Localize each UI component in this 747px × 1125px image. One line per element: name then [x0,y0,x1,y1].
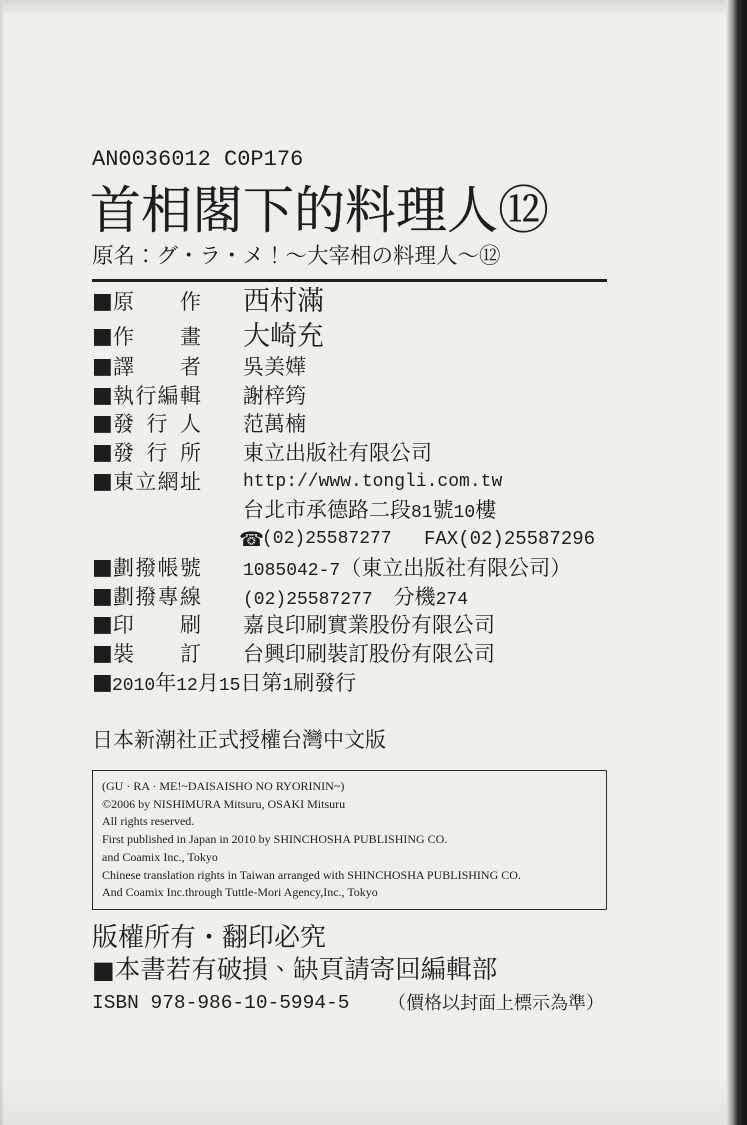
damage-notice-line [92,956,497,984]
bullet-square: ■ [92,583,113,609]
label-character: 東 [113,469,134,494]
bullet-square: ■ [92,324,113,349]
label-character: 譯 [113,355,134,379]
rights-line: ©2006 by NISHIMURA Mitsuru, OSAKI Mitsuru [102,796,346,811]
phone-number: (02)25587277 [262,529,392,550]
label-character: 線 [179,584,201,609]
credit-value: 東立出版社有限公司 [243,441,432,466]
credit-row-publishing-house [92,439,607,468]
label-character: 行 [146,441,168,466]
credit-value: 1085042-7（東立出版社有限公司） [243,555,572,581]
credit-value: (02)25587277 分機274 [243,584,469,610]
page-edge-shadow [726,0,747,1125]
publisher-address: 台北市承德路二段81號10樓 [243,498,497,524]
label-character: 專 [157,584,179,609]
label-character: 劃 [113,555,134,580]
credit-value: 大崎充 [243,321,324,352]
rights-line: and Coamix Inc., Tokyo [102,849,218,864]
label-character: 作 [113,325,134,349]
latin-run: (02)25587277 [243,589,373,610]
bullet-square: ■ [92,669,113,695]
label-character: 原 [113,290,134,314]
latin-run: 1 [282,675,294,696]
rights-box [92,770,607,910]
rights-line: Chinese translation rights in Taiwan arranged with SHINCHOSHA PUBLISHING CO. [102,867,521,882]
bullet-square: ■ [92,440,113,466]
credit-row-website [92,468,607,497]
bullet-square: ■ [92,612,113,638]
bullet-square: ■ [92,468,113,494]
label-character: 行 [146,412,168,437]
website-url: http://www.tongli.com.tw [243,471,503,492]
credit-value: 西村滿 [243,286,324,317]
license-note: 日本新潮社正式授權台灣中文版 [92,728,386,752]
rights-line: And Coamix Inc.through Tuttle-Mori Agency,Inc., Tokyo [102,885,378,900]
label-character: 所 [180,441,201,466]
credit-label [113,554,201,583]
label-character: 帳 [157,555,179,580]
label-character: 編 [157,383,179,408]
credit-label [113,410,201,439]
catalog-codes: AN0036012 C0P176 [92,147,304,172]
title-divider [92,279,607,282]
credit-value: 范萬楠 [243,412,306,437]
label-character: 發 [113,441,134,466]
latin-run: 2010 [112,675,156,696]
label-character: 執 [113,383,134,408]
label-character: 撥 [135,584,157,609]
rights-line: All rights reserved. [102,814,195,829]
credit-label [113,283,201,321]
credit-label [113,321,201,353]
price-note: （價格以封面上標示為準） [388,993,604,1014]
rights-line: First published in Japan in 2010 by SHINCHOSHA PUBLISHING CO. [102,832,448,847]
bullet-square: ■ [92,956,115,984]
damage-notice: 本書若有破損、缺頁請寄回編輯部 [114,955,498,985]
credit-row-executive-editor [92,382,607,411]
label-character: 畫 [180,325,201,349]
label-character: 網 [157,469,179,494]
isbn: ISBN 978-986-10-5994-5 [92,992,350,1014]
label-character: 立 [135,469,157,494]
label-character: 刷 [180,613,201,638]
credit-row-translator [92,353,607,382]
credit-row-postal-account [92,554,607,583]
credit-label [113,439,201,468]
latin-run: 12 [176,675,198,696]
credit-row-binder [92,640,607,669]
credit-label [113,468,201,497]
credit-row-postal-hotline [92,583,607,612]
credit-value: 吳美嬅 [243,355,306,379]
label-character: 號 [179,555,201,580]
latin-run: 274 [435,589,469,610]
label-character: 行 [135,383,157,408]
latin-run: 15 [218,675,241,696]
credit-row-artist [92,321,607,353]
telephone-icon: ☎ [239,527,264,552]
credit-label [113,583,201,612]
copyright-notice: 版權所有・翻印必究 [92,923,327,953]
label-character: 發 [113,412,134,437]
bullet-square: ■ [92,411,113,437]
fax-number: FAX(02)25587296 [424,528,596,551]
label-character: 裝 [113,641,134,666]
label-character: 訂 [180,641,201,666]
book-title: 首相閣下的料理人⑫ [90,182,550,241]
label-character: 者 [180,355,201,379]
label-character: 址 [179,469,201,494]
scan-top-shading [0,0,726,18]
label-character: 人 [180,412,201,437]
print-date: 2010年12月15日第1刷發行 [112,670,357,696]
credit-row-publisher [92,410,607,439]
bullet-square: ■ [92,289,113,314]
credit-value: 嘉良印刷實業股份有限公司 [243,613,495,638]
credit-row-original-author [92,283,607,321]
label-character: 作 [180,290,201,314]
latin-run: 1085042-7 [243,560,341,581]
rights-line: (GU · RA · ME!~DAISAISHO NO RYORININ~) [102,779,345,793]
credit-label [113,611,201,640]
latin-run: 81 [411,503,433,524]
credit-value: 謝梓筠 [243,383,306,408]
credits-list [92,283,607,697]
label-character: 印 [113,613,134,638]
label-character: 劃 [113,584,134,609]
label-character: 輯 [179,383,201,408]
bullet-square: ■ [92,354,113,379]
label-character: 撥 [135,555,157,580]
credit-label [113,640,201,669]
scan-left-shading [0,0,4,1125]
phone-fax-row [92,525,607,554]
print-date-row [92,669,607,698]
address-row [92,496,607,525]
credit-label [113,382,201,411]
credit-row-printer [92,611,607,640]
credit-value: 台興印刷裝訂股份有限公司 [243,641,495,666]
original-title: 原名：グ・ラ・メ！～大宰相の料理人～⑫ [92,244,501,269]
latin-run: 10 [453,503,476,524]
scan-bottom-shading [0,1075,726,1125]
bullet-square: ■ [92,554,113,580]
bullet-square: ■ [92,382,113,408]
credit-label [113,353,201,382]
bullet-square: ■ [92,640,113,666]
